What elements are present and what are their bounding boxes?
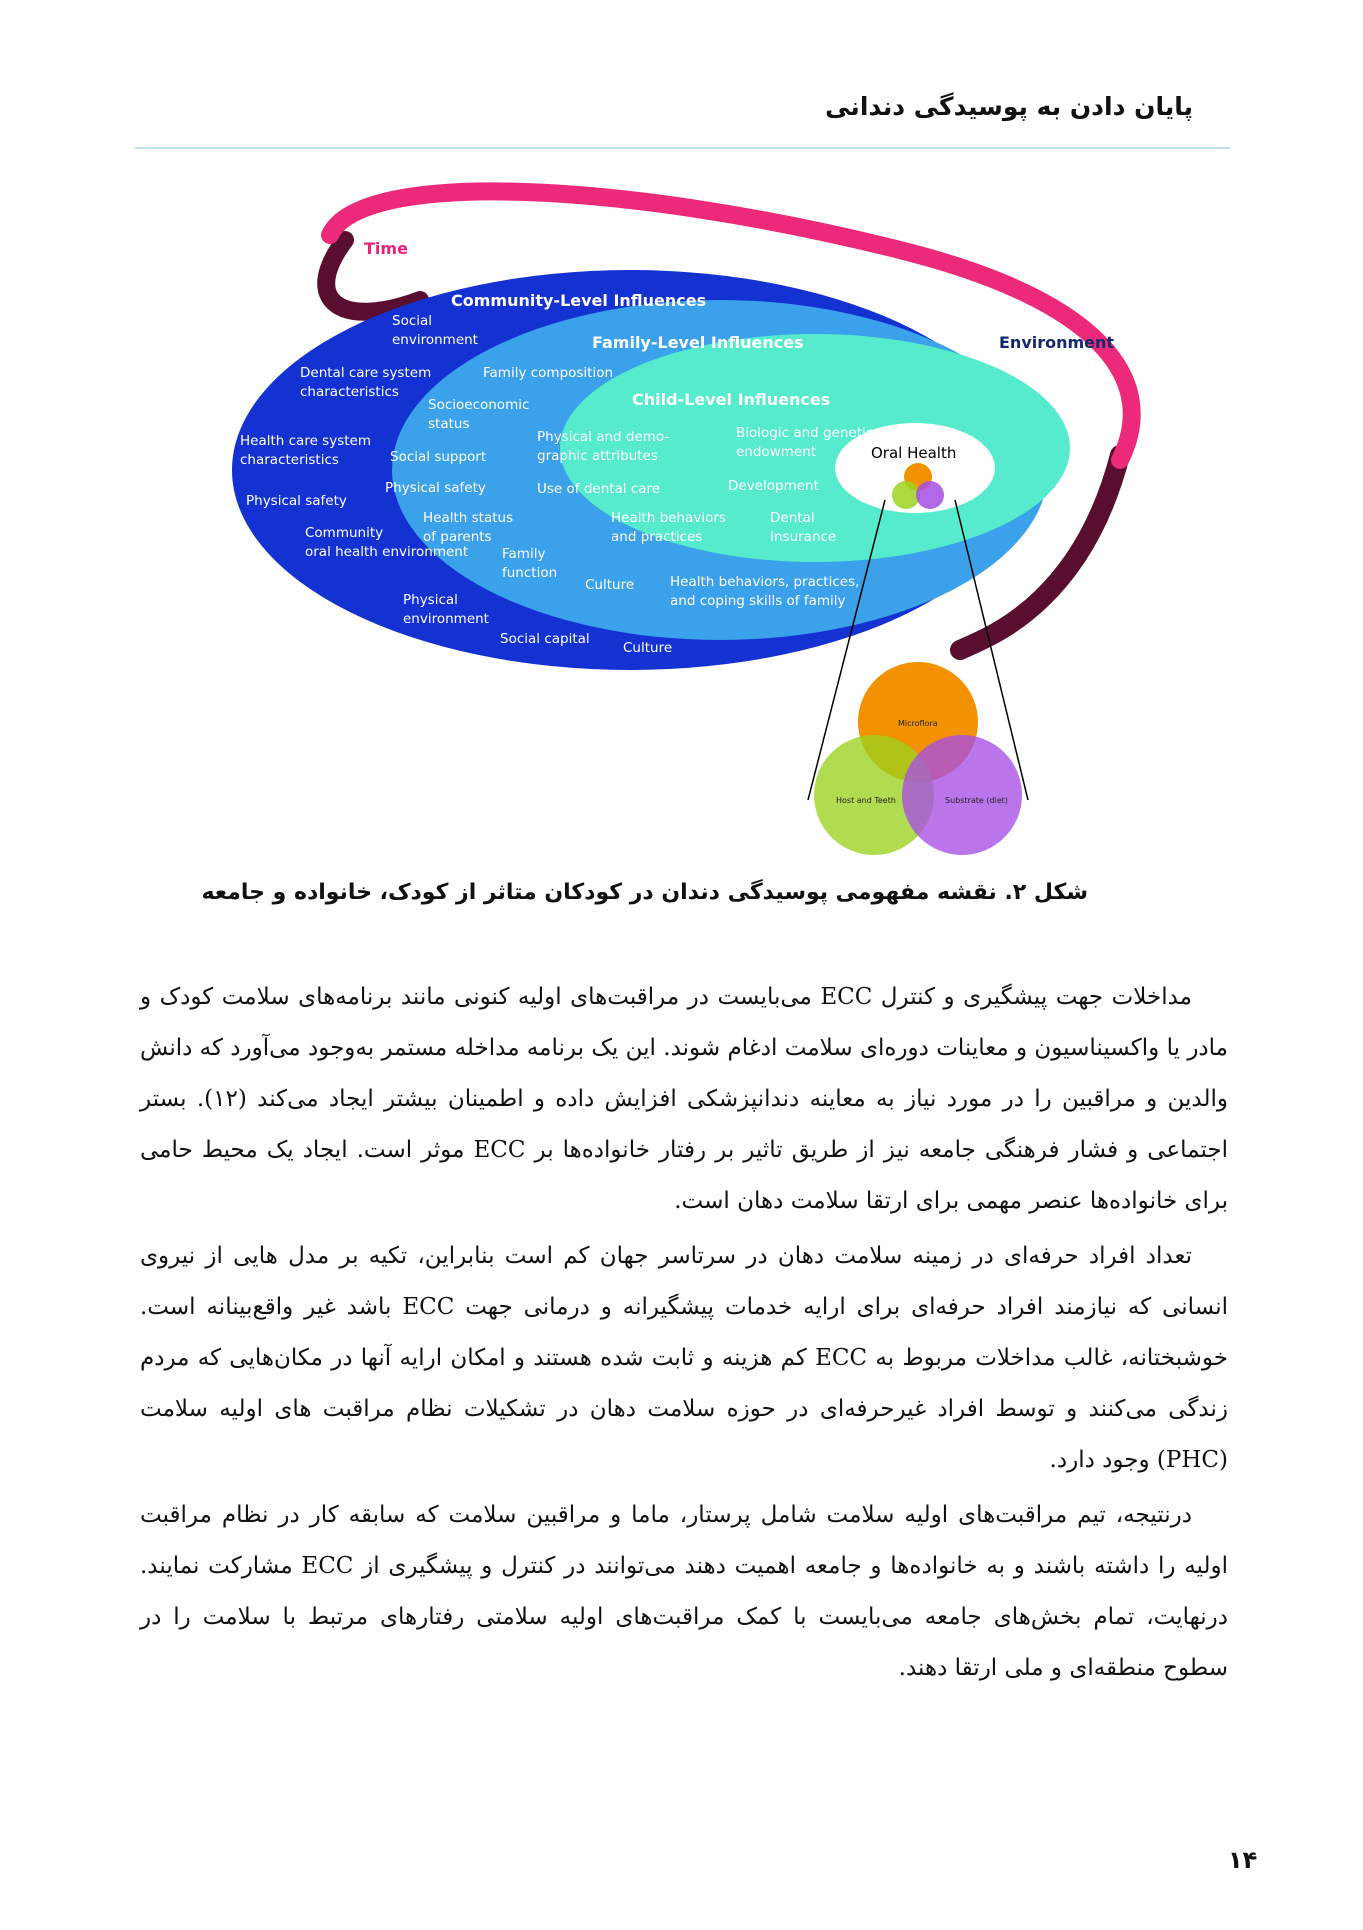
- running-header-title: پایان دادن به پوسیدگی دندانی: [825, 92, 1193, 121]
- venn-microflora-label: Microflora: [898, 719, 938, 728]
- child-level-item: Biologic and genetic endowment: [736, 425, 874, 460]
- child-level-item: Dental Insurance: [770, 510, 837, 545]
- community-level-item: Social capital: [500, 631, 590, 647]
- community-level-title: Community-Level Influences: [451, 291, 707, 310]
- family-level-item: Health behaviors, practices, and coping skills of family: [670, 574, 860, 609]
- paragraph: درنتیجه، تیم مراقبت‌های اولیه سلامت شامل پرستار، ماما و مراقبین سلامت که سابقه کار در نظام مراقبت اولیه را داشته باشند و به خانواده‌ها و جامعه اهمیت دهند می‌توانند در کنترل و پیشگیری از ECC مشارکت نمایند. درنهایت، تمام بخش‌های جامعه می‌بایست با کمک مراقبت‌های اولیه سلامتی رفتارهای مرتبط با سلامت را در سطوح منطقه‌ای و ملی ارتقا دهند.: [140, 1502, 1228, 1681]
- child-level-item: Use of dental care: [537, 481, 661, 497]
- community-level-item: Social environment: [392, 313, 478, 348]
- family-level-item: Culture: [585, 577, 635, 593]
- paragraph: تعداد افراد حرفه‌ای در زمینه سلامت دهان در سرتاسر جهان کم است بنابراین، تکیه بر مدل هایی از نیروی انسانی که نیازمند افراد حرفه‌ای برای ارایه خدمات پیشگیرانه و درمانی جهت ECC باشد غیر واقع‌بینانه است. خوشبختانه، غالب مداخلات مربوط به ECC کم هزینه و ثابت شده هستند و امکان ارایه آنها در مکان‌هایی که مردم زندگی می‌کنند و توسط افراد غیرحرفه‌ای در حوزه سلامت دهان در تشکیلات نظام مراقبت های اولیه سلامت (PHC) وجود دارد.: [140, 1243, 1229, 1473]
- child-level-item: Physical and demo-graphic attributes: [537, 429, 670, 464]
- paragraph: مداخلات جهت پیشگیری و کنترل ECC می‌بایست در مراقبت‌های اولیه کنونی مانند برنامه‌های سلامت کودک و مادر یا واکسیناسیون و معاینات دوره‌ای سلامت ادغام شوند. این یک برنامه مداخله مستمر به‌وجود می‌آورد که دانش والدین و مراقبین را در مورد نیاز به معاینه دندانپزشکی افزایش داده و اطمینان بیشتر ایجاد می‌کند (۱۲). بستر اجتماعی و فشار فرهنگی جامعه نیز از طریق تاثیر بر رفتار خانواده‌ها بر ECC موثر است. ایجاد یک محیط حامی برای خانواده‌ها عنصر مهمی برای ارتقا سلامت دهان است.: [140, 984, 1228, 1214]
- family-level-item: Physical safety: [385, 480, 486, 496]
- mini-venn-green: [892, 481, 920, 509]
- body-text: [140, 972, 1228, 1698]
- community-level-item: Community oral health environment: [305, 525, 469, 560]
- venn-host-label: Host and Teeth: [836, 796, 896, 805]
- mini-venn-purple: [916, 481, 944, 509]
- community-level-item: Culture: [623, 640, 673, 656]
- child-level-item: Development: [728, 478, 819, 494]
- dental-caries-conceptual-map: [0, 0, 1363, 880]
- family-level-item: Family function: [502, 546, 558, 581]
- child-level-title: Child-Level Influences: [632, 390, 831, 409]
- venn-substrate-label: Substrate (diet): [945, 796, 1008, 805]
- figure-caption: شکل ۲. نقشه مفهومی پوسیدگی دندان در کودکان متاثر از کودک، خانواده و جامعه: [201, 880, 1088, 905]
- oral-health-label: Oral Health: [871, 444, 957, 462]
- community-level-item: Physical environment: [403, 592, 489, 627]
- environment-label: Environment: [999, 333, 1115, 352]
- child-level-item: Health behaviors and practices: [611, 510, 726, 545]
- family-level-item: Health status of parents: [423, 510, 514, 545]
- family-level-item: Family composition: [483, 365, 614, 381]
- community-level-item: Health care system characteristics: [240, 433, 371, 468]
- family-level-item: Socioeconomic status: [428, 397, 530, 432]
- page-number: ۱۴: [1228, 1846, 1258, 1874]
- venn-substrate-circle: [902, 735, 1022, 855]
- family-level-item: Social support: [390, 449, 487, 465]
- community-level-item: Physical safety: [246, 493, 347, 509]
- community-level-item: Dental care system characteristics: [300, 365, 432, 400]
- family-level-title: Family-Level Influences: [592, 333, 804, 352]
- time-label: Time: [364, 239, 408, 258]
